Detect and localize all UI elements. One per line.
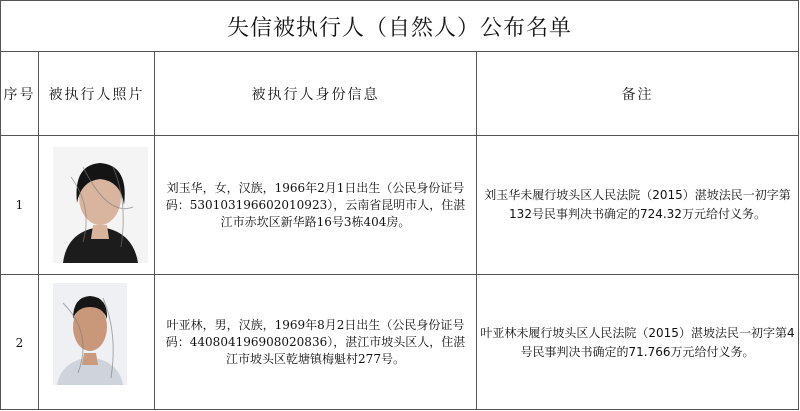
row-2-info: 叶亚林，男，汉族，1969年8月2日出生（公民身份证号码：440804196908020836），湛江市坡头区人，住湛江市坡头区乾塘镇梅魁村277号。: [165, 318, 466, 366]
row-1-seq: 1: [15, 198, 24, 212]
header-info: 被执行人身份信息: [251, 86, 380, 103]
table-title: 失信被执行人（自然人）公布名单: [1, 1, 798, 52]
header-seq: 序号: [3, 86, 36, 103]
row-1-remark: 刘玉华未履行坡头区人民法院（2015）湛坡法民一初字第132号民事判决书确定的724.32万元给付义务。: [484, 188, 791, 221]
row-1-info: 刘玉华，女，汉族，1966年2月1日出生（公民身份证号码：530103196602010923），云南省昆明市人，住湛江市赤坎区新华路16号3栋404房。: [165, 180, 466, 229]
header-remark: 备注: [621, 86, 654, 103]
photo-neck: [82, 353, 98, 365]
header-photo: 被执行人照片: [48, 86, 145, 103]
row-2-seq: 2: [15, 335, 24, 350]
person-photo-1: [53, 147, 148, 263]
row-2-remark: 叶亚林未履行坡头区人民法院（2015）湛坡法民一初字第4号民事判决书确定的71.766万元给付义务。: [480, 325, 795, 359]
person-photo-2: [53, 283, 127, 385]
photo-neck: [91, 225, 109, 239]
